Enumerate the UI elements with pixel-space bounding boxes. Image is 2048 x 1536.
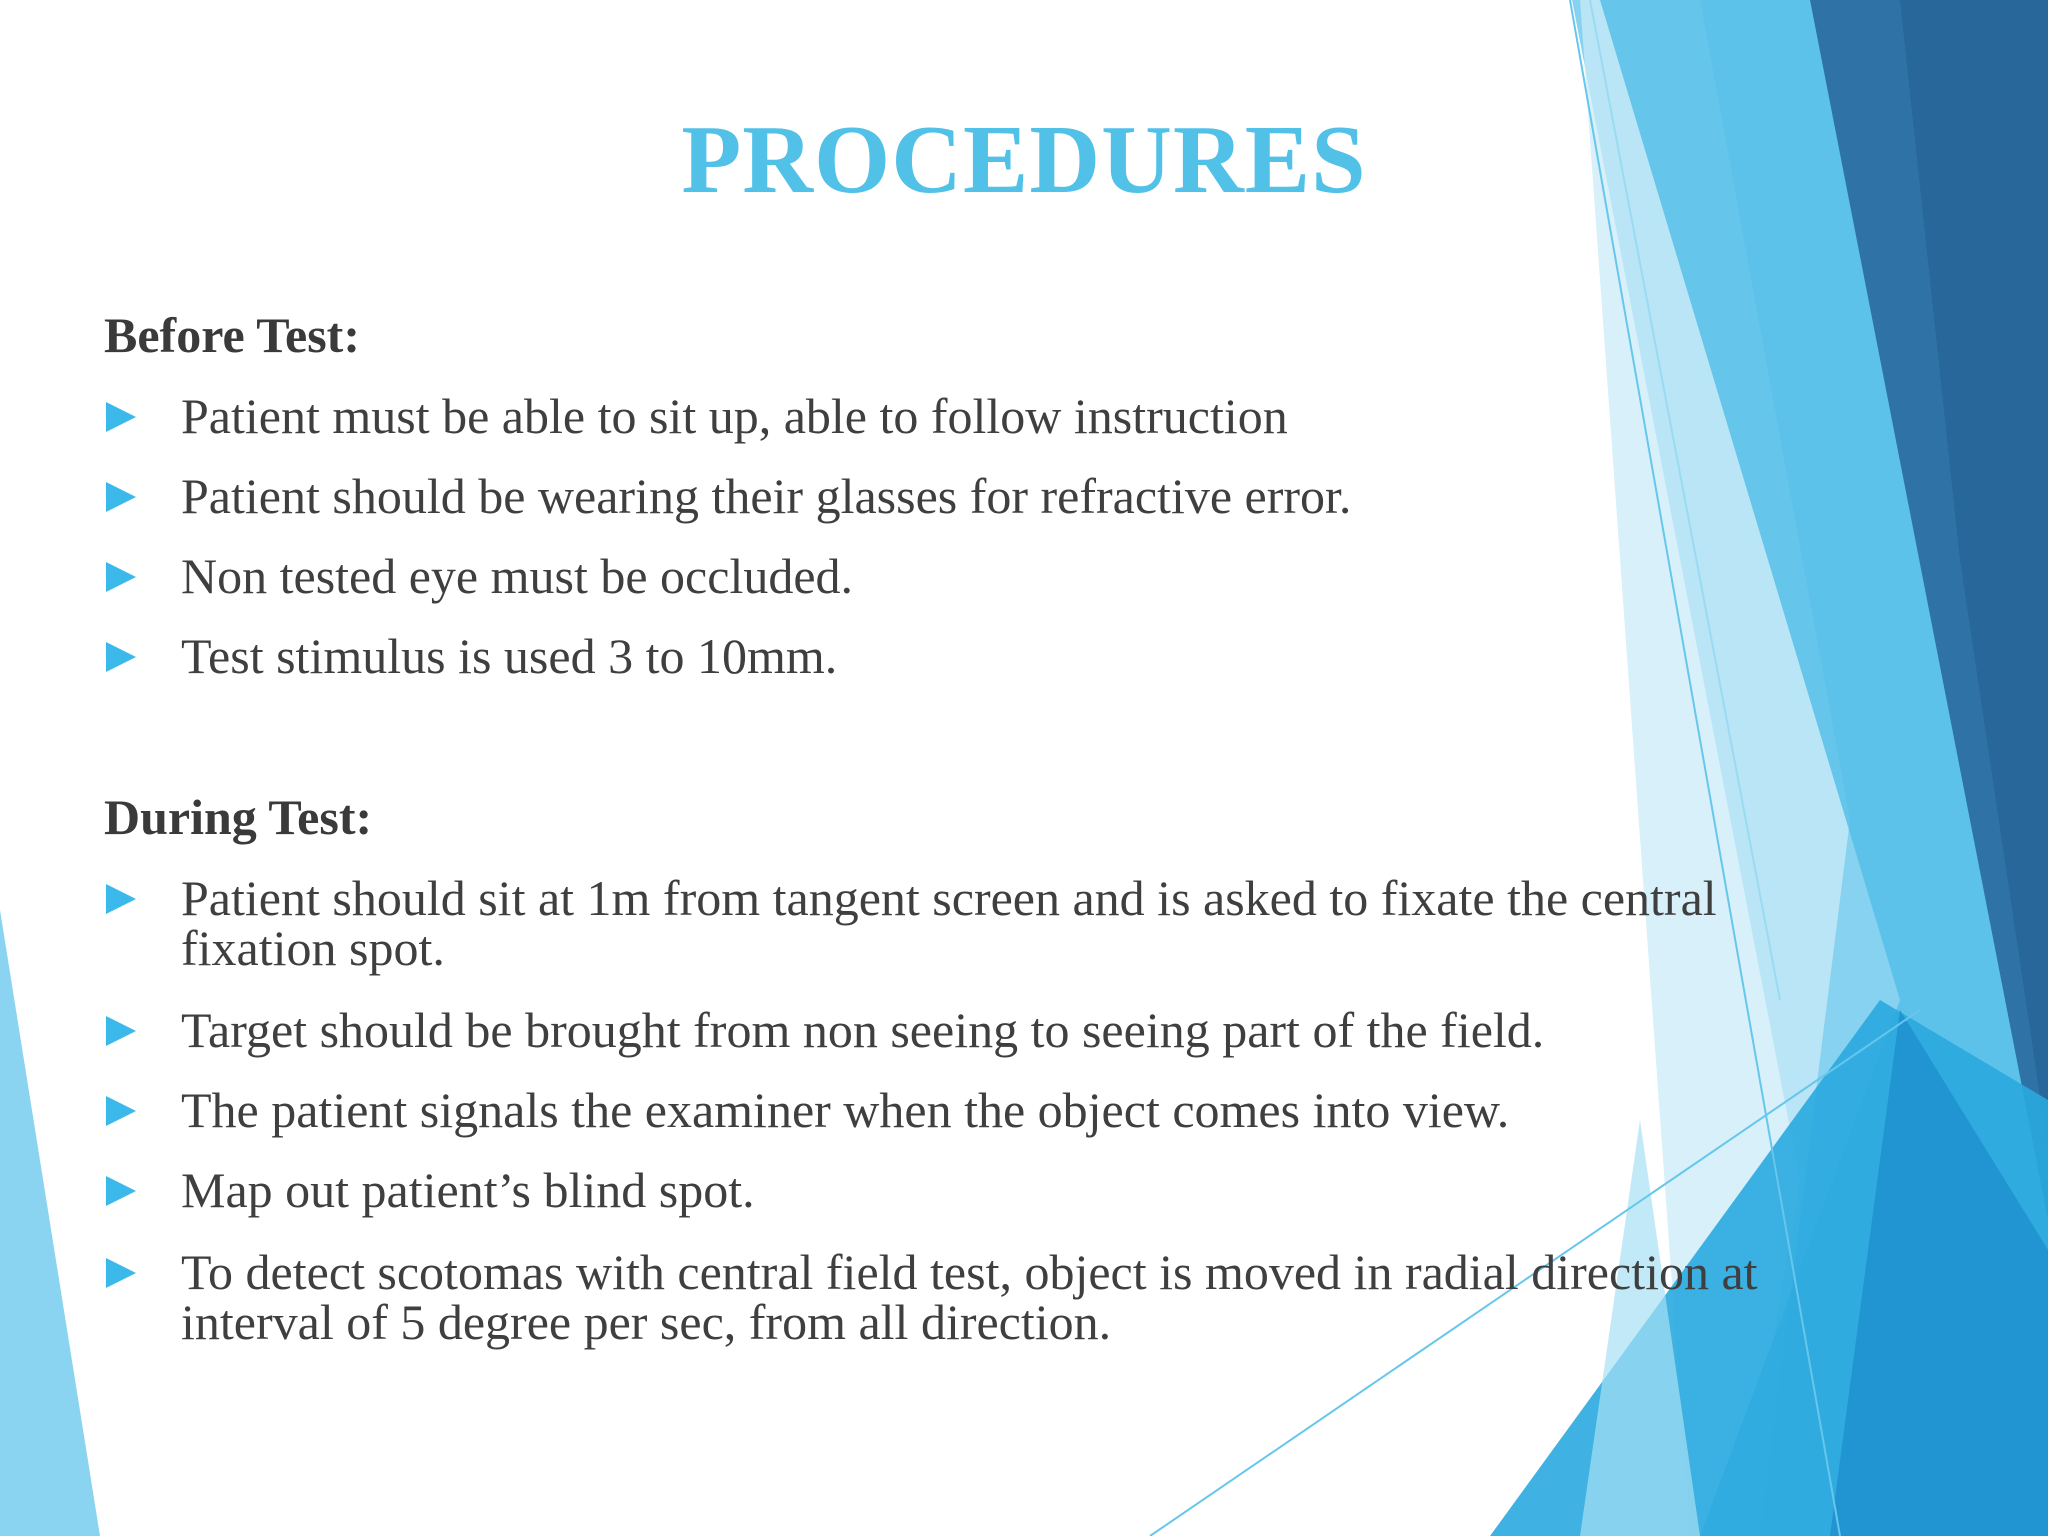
section-heading-during-test: During Test: xyxy=(104,789,373,845)
list-item-text: Target should be brought from non seeing to seeing part of the field. xyxy=(181,1002,1545,1058)
bullet-triangle-icon xyxy=(106,482,136,512)
list-item xyxy=(104,872,1904,982)
list-item-text: Non tested eye must be occluded. xyxy=(181,548,854,604)
bullet-triangle-icon xyxy=(106,402,136,432)
list-item xyxy=(104,390,1904,450)
list-item-text: Test stimulus is used 3 to 10mm. xyxy=(181,628,838,684)
list-item xyxy=(104,470,1904,530)
bullet-triangle-icon xyxy=(106,1096,136,1126)
list-item-text: The patient signals the examiner when the object comes into view. xyxy=(181,1082,1510,1138)
list-item-text-line-2: interval of 5 degree per sec, from all direction. xyxy=(181,1294,1112,1350)
list-item-text-line-2: fixation spot. xyxy=(181,920,445,976)
list-item xyxy=(104,630,1904,690)
list-item-text-line-1: Patient should sit at 1m from tangent screen and is asked to fixate the central xyxy=(181,870,1717,926)
section-heading-before-test: Before Test: xyxy=(104,307,360,363)
list-item xyxy=(104,550,1904,610)
list-item xyxy=(104,1004,1904,1064)
list-item-text-line-1: To detect scotomas with central field test, object is moved in radial direction at xyxy=(181,1244,1758,1300)
bullet-triangle-icon xyxy=(106,1176,136,1206)
bullet-triangle-icon xyxy=(106,884,136,914)
bullet-triangle-icon xyxy=(106,642,136,672)
list-item-text: Patient should be wearing their glasses for refractive error. xyxy=(181,468,1352,524)
bullet-triangle-icon xyxy=(106,562,136,592)
list-item xyxy=(104,1164,1904,1224)
list-item xyxy=(104,1084,1904,1144)
list-item-text: Map out patient’s blind spot. xyxy=(181,1162,755,1218)
list-item-text: Patient must be able to sit up, able to follow instruction xyxy=(181,388,1288,444)
left-accent-shape xyxy=(0,910,100,1536)
slide-title-text: PROCEDURES xyxy=(681,106,1367,214)
bullet-triangle-icon xyxy=(106,1016,136,1046)
list-item xyxy=(104,1246,1904,1356)
slide-title xyxy=(0,104,2048,216)
bullet-triangle-icon xyxy=(106,1258,136,1288)
